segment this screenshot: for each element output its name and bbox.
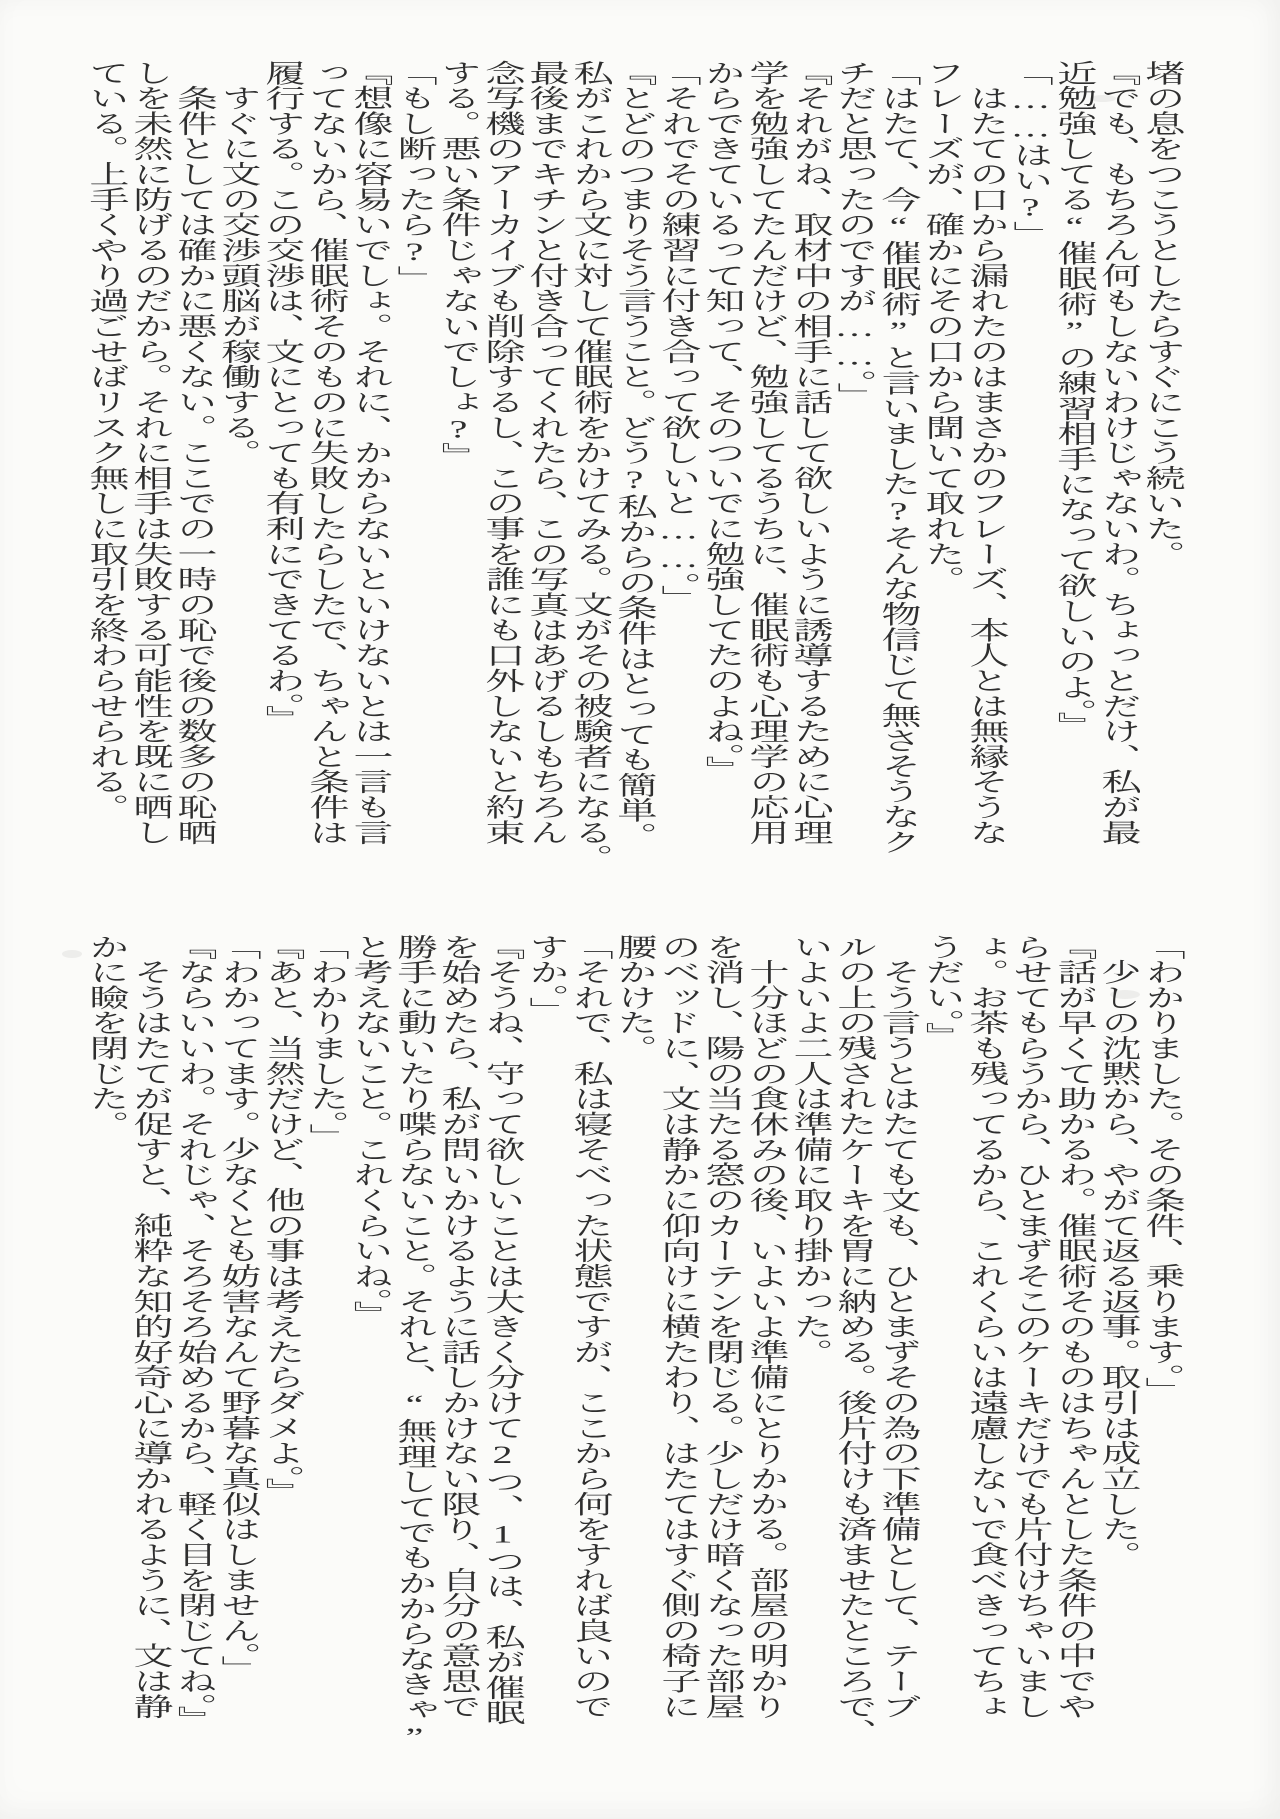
text-column: 少しの沈黙から、やがて返る返事。取引は成立した。 xyxy=(1096,934,1141,1567)
text-column: 『でも、もちろん何もしないわけじゃないわ。ちょっとだけ、私が最 xyxy=(1096,60,1141,845)
text-column: 堵の息をつこうとしたらすぐにこう続いた。 xyxy=(1140,60,1185,567)
text-column: 『ならいいわ。それじゃ、そろそろ始めるから、軽く目を閉じてね。』 xyxy=(172,934,217,1732)
text-column: 『あと、当然だけど、他の事は考えたらダメよ。』 xyxy=(260,934,305,1504)
text-column: かに瞼を閉じた。 xyxy=(84,934,129,1137)
text-column: しを未然に防げるのだから。それに相手は失敗する可能性を既に晒し xyxy=(128,60,173,845)
text-column: 「……はい?」 xyxy=(1008,60,1053,247)
text-column: 『それがね、取材中の相手に話して欲しいように誘導するために心理 xyxy=(788,60,833,845)
text-column: 最後までキチンと付き合ってくれたら、この写真はあげるしもちろん xyxy=(524,60,569,845)
text-column: からできているって知って、そのついでに勉強してたのよね。』 xyxy=(700,60,745,782)
text-column: 念写機のアーカイブも削除するし、この事を誰にも口外しないと約束 xyxy=(480,60,525,845)
text-column: を消し、陽の当たる窓のカーテンを閉じる。少しだけ暗くなった部屋 xyxy=(700,934,745,1719)
text-column: ょ。お茶も残ってるから、これくらいは遠慮しないで食べきってちょ xyxy=(964,934,1009,1719)
text-column: と考えないこと。これくらいね。』 xyxy=(348,934,393,1327)
text-column: 条件としては確かに悪くない。ここでの一時の恥で後の数多の恥晒 xyxy=(172,60,217,845)
text-column: 「それで、私は寝そべった状態ですが、ここから何をすれば良いので xyxy=(568,934,613,1719)
text-column: 「もし断ったら?」 xyxy=(392,60,437,292)
text-column: らせてもらうから、ひとまずそこのケーキだけでも片付けちゃいまし xyxy=(1008,934,1053,1719)
text-column: 腰かけた。 xyxy=(612,934,657,1061)
text-column: ルの上の残されたケーキを胃に納める。後片付けも済ませたところで、 xyxy=(832,934,877,1745)
text-column: 私がこれから文に対して催眠術をかけてみる。文がその被験者になる。 xyxy=(568,60,613,871)
text-column: そう言うとはたても文も、ひとまずその為の下準備として、テーブ xyxy=(876,934,921,1719)
text-column: いよいよ二人は準備に取り掛かった。 xyxy=(788,934,833,1365)
text-column: 「わかってます。少なくとも妨害なんて野暮な真似はしません。」 xyxy=(216,934,261,1681)
text-column: すぐに文の交渉頭脳が稼働する。 xyxy=(216,60,261,466)
text-column: 『そうね、守って欲しいことは大きく分けて2つ、1つは、私が催眠 xyxy=(480,934,525,1726)
scan-speck xyxy=(62,950,82,958)
text-column: うだい。』 xyxy=(920,934,965,1048)
text-column: 十分ほどの食休みの後、いよいよ準備にとりかかる。部屋の明かり xyxy=(744,934,789,1719)
text-column: を始めたら、私が問いかけるように話しかけない限り、自分の意思で xyxy=(436,934,481,1719)
text-column: 勝手に動いたり喋らないこと。それと、“無理してでもかからなきゃ” xyxy=(392,934,437,1751)
text-column: 『とどのつまりそう言うこと。どう?私からの条件はとっても簡単。 xyxy=(612,60,657,849)
text-column: チだと思ったのですが……。」 xyxy=(832,60,877,409)
text-column: ている。上手くやり過ごせばリスク無しに取引を終わらせられる。 xyxy=(84,60,129,820)
text-column: 近勉強してる“催眠術”の練習相手になって欲しいのよ。』 xyxy=(1052,60,1097,738)
text-column: 「それでその練習に付き合って欲しいと……。」 xyxy=(656,60,701,611)
text-column: そうはたてが促すと、純粋な知的好奇心に導かれるように、文は静 xyxy=(128,934,173,1719)
text-column: のベッドに、文は静かに仰向けに横たわり、はたてはすぐ側の椅子に xyxy=(656,934,701,1719)
text-column: 『想像に容易いでしょ。それに、かからないといけないとは一言も言 xyxy=(348,60,393,845)
text-column: する。悪い条件じゃないでしょ?』 xyxy=(436,60,481,469)
text-column: 『話が早くて助かるわ。催眠術そのものはちゃんとした条件の中でや xyxy=(1052,934,1097,1719)
upper-text-block xyxy=(84,60,1184,883)
text-column: はたての口から漏れたのはまさかのフレーズ、本人とは無縁そうな xyxy=(964,60,1009,845)
text-column: ってないから、催眠術そのものに失敗したらしたで、ちゃんと条件は xyxy=(304,60,349,845)
text-column: 「わかりました。」 xyxy=(304,934,349,1150)
text-column: 履行する。この交渉は、文にとっても有利にできてるわ。』 xyxy=(260,60,305,731)
text-column: すか。」 xyxy=(524,934,569,1023)
text-column: 学を勉強してたんだけど、勉強してるうちに、催眠術も心理学の応用 xyxy=(744,60,789,845)
lower-text-block xyxy=(84,934,1184,1757)
text-column: 「わかりました。その条件、乗ります。」 xyxy=(1140,934,1185,1403)
text-column: 「はたて、今“催眠術”と言いました?そんな物信じて無さそうなク xyxy=(876,60,921,855)
text-column: フレーズが、確かにその口から聞いて取れた。 xyxy=(920,60,965,592)
